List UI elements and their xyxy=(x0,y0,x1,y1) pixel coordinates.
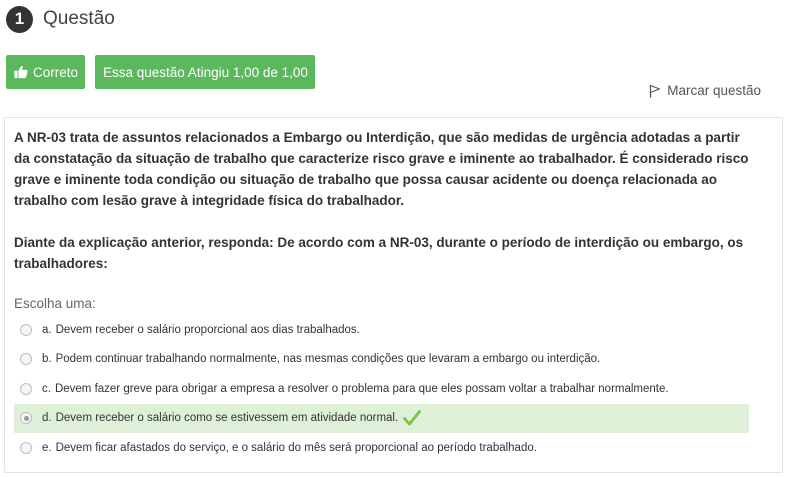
check-icon xyxy=(403,410,421,426)
answer-letter: a. xyxy=(42,323,52,336)
question-number: 1 xyxy=(6,6,33,33)
answer-option-e[interactable] xyxy=(14,433,749,463)
answer-letter: c. xyxy=(42,382,51,395)
answer-letter: e. xyxy=(42,441,52,454)
question-header xyxy=(6,5,115,33)
answer-option-a[interactable] xyxy=(14,315,749,345)
question-paragraph: Diante da explicação anterior, responda: De acordo com a NR-03, durante o período de interdição ou embargo, os trabalhadores: xyxy=(14,235,744,271)
answer-letter: d. xyxy=(42,412,52,425)
question-text xyxy=(14,127,754,274)
question-title: Questão xyxy=(43,8,115,29)
thumbs-up-icon xyxy=(14,65,28,79)
answer-text[interactable]: Devem ficar afastados do serviço, e o salário do mês será proporcional ao período trabalhado. xyxy=(55,441,537,454)
answer-prompt: Escolha uma: xyxy=(14,296,96,311)
flag-question-link[interactable] xyxy=(649,83,761,98)
answer-option-b[interactable] xyxy=(14,345,749,375)
answer-option-c[interactable] xyxy=(14,374,749,404)
flag-icon xyxy=(649,84,661,98)
answer-text[interactable]: Devem receber o salário como se estivessem em atividade normal. xyxy=(55,412,399,425)
radio-button[interactable] xyxy=(20,353,32,365)
status-label: Correto xyxy=(33,64,79,80)
radio-button[interactable] xyxy=(20,442,32,454)
question-paragraph: A NR-03 trata de assuntos relacionados a Embargo ou Interdição, que são medidas de urgência adotadas a partir da constatação da situação de trabalho que caracterize risco grave e iminente ao trabalhador. É considerado risco grave e iminente toda condição ou situação de trabalho que possa causar acidente ou doença relacionada ao trabalho com lesão grave à integridade física do trabalhador. xyxy=(14,130,749,208)
answer-list xyxy=(14,315,749,463)
radio-button[interactable] xyxy=(20,324,32,336)
grade-badge xyxy=(95,55,315,89)
answer-text[interactable]: Devem fazer greve para obrigar a empresa a resolver o problema para que eles possam voltar a trabalhar normalmente. xyxy=(54,382,669,395)
status-badge xyxy=(6,55,85,89)
radio-button-selected[interactable] xyxy=(20,412,32,424)
answer-option-d[interactable] xyxy=(14,404,749,434)
answer-text[interactable]: Devem receber o salário proporcional aos dias trabalhados. xyxy=(55,323,360,336)
answer-text[interactable]: Podem continuar trabalhando normalmente, nas mesmas condições que levaram a embargo ou interdição. xyxy=(55,353,601,366)
answer-letter: b. xyxy=(42,353,52,366)
radio-button[interactable] xyxy=(20,383,32,395)
flag-label[interactable]: Marcar questão xyxy=(667,83,761,98)
grade-label: Essa questão Atingiu 1,00 de 1,00 xyxy=(103,64,308,80)
